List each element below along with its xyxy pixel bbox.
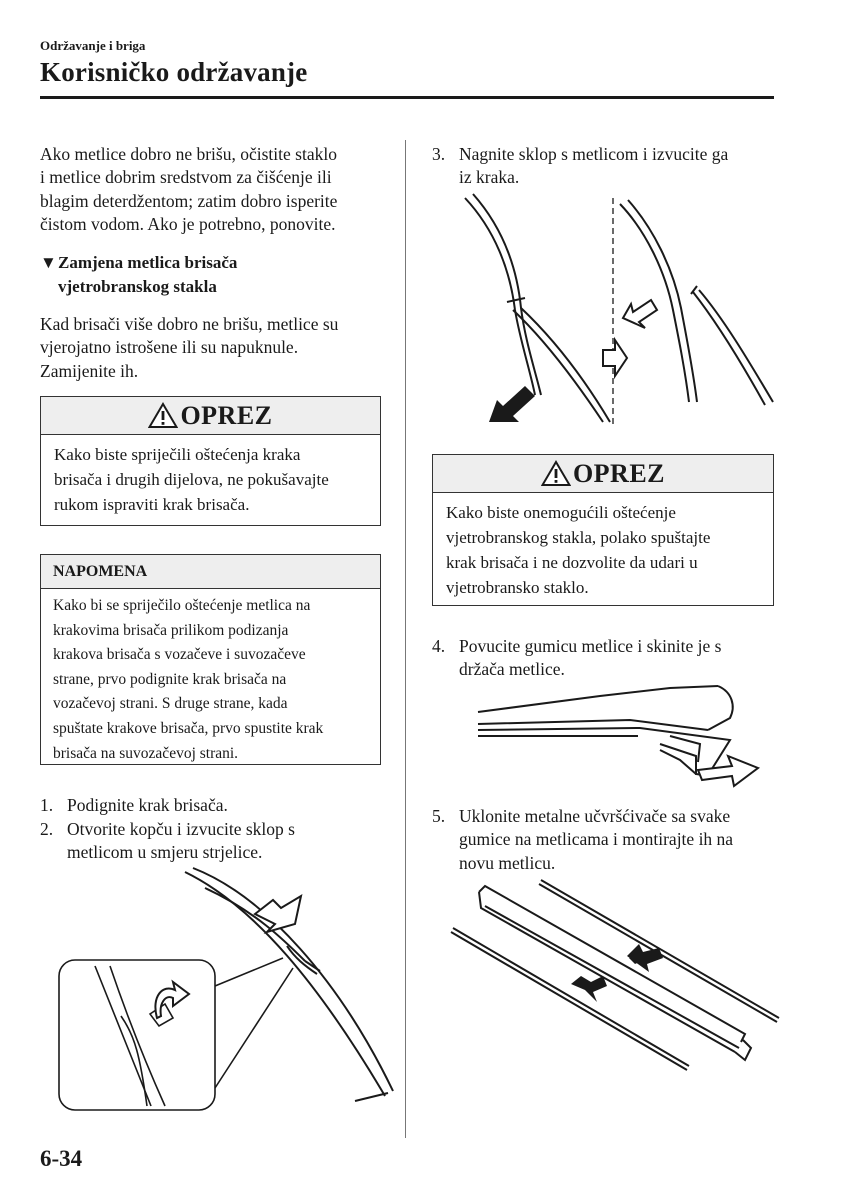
rubber-pull-illustration — [470, 684, 790, 794]
caution-header: OPREZ — [433, 455, 773, 493]
step-2: 2. Otvorite kopču i izvucite sklop s metlicom u smjeru strjelice. — [40, 819, 295, 863]
step-3: 3. Nagnite sklop s metlicom i izvucite ga iz kraka. — [432, 144, 729, 188]
note-header: NAPOMENA — [41, 555, 380, 589]
replace-paragraph: Kad brisači više dobro ne brišu, metlice su vjerojatno istrošene ili su napuknule. Zamijenite ih. — [40, 314, 339, 381]
clip-open-illustration — [55, 866, 395, 1116]
caution-header: OPREZ — [41, 397, 380, 435]
metal-retainer-illustration — [445, 872, 785, 1072]
page-number: 6-34 — [40, 1146, 83, 1171]
subheading: ▼Zamjena metlica brisača vjetrobranskog stakla — [40, 253, 238, 296]
warning-triangle-icon — [148, 402, 178, 429]
triangle-bullet-icon: ▼ — [40, 253, 57, 272]
tilt-pull-illustration — [455, 190, 775, 430]
title-rule — [40, 96, 774, 99]
caution-text: Kako biste spriječili oštećenja kraka brisača i drugih dijelova, ne pokušavajte rukom ispraviti krak brisača. — [54, 445, 329, 514]
section-label: Održavanje i briga — [40, 38, 146, 53]
step-1: 1. Podignite krak brisača. — [40, 795, 228, 815]
caution-box-left — [40, 396, 381, 526]
note-box — [40, 554, 381, 765]
column-divider — [405, 140, 406, 1138]
step-4: 4. Povucite gumicu metlice i skinite je s držača metlice. — [432, 636, 722, 680]
caution-text: Kako biste onemogućili oštećenje vjetrobranskog stakla, polako spuštajte krak brisača i ne dozvolite da udari u vjetrobransko staklo. — [446, 503, 711, 597]
warning-triangle-icon — [541, 460, 571, 487]
caution-box-right — [432, 454, 774, 606]
page-title: Korisničko održavanje — [40, 57, 308, 87]
intro-paragraph: Ako metlice dobro ne brišu, očistite staklo i metlice dobrim sredstvom za čišćenje ili blagim deterdžentom; zatim dobro isperite čistom vodom. Ako je potrebno, ponovite. — [40, 144, 338, 234]
note-text: Kako bi se spriječilo oštećenje metlica na krakovima brisača prilikom podizanja krakova brisača s vozačeve i suvozačeve strane, prvo podignite krak brisača na vozačevoj strani. S druge strane, kada spuštate krakove brisača, prvo spustite krak brisača na suvozačevoj strani. — [53, 597, 324, 762]
step-5: 5. Uklonite metalne učvršćivače sa svake gumice na metlicama i montirajte ih na novu metlicu. — [432, 806, 734, 873]
